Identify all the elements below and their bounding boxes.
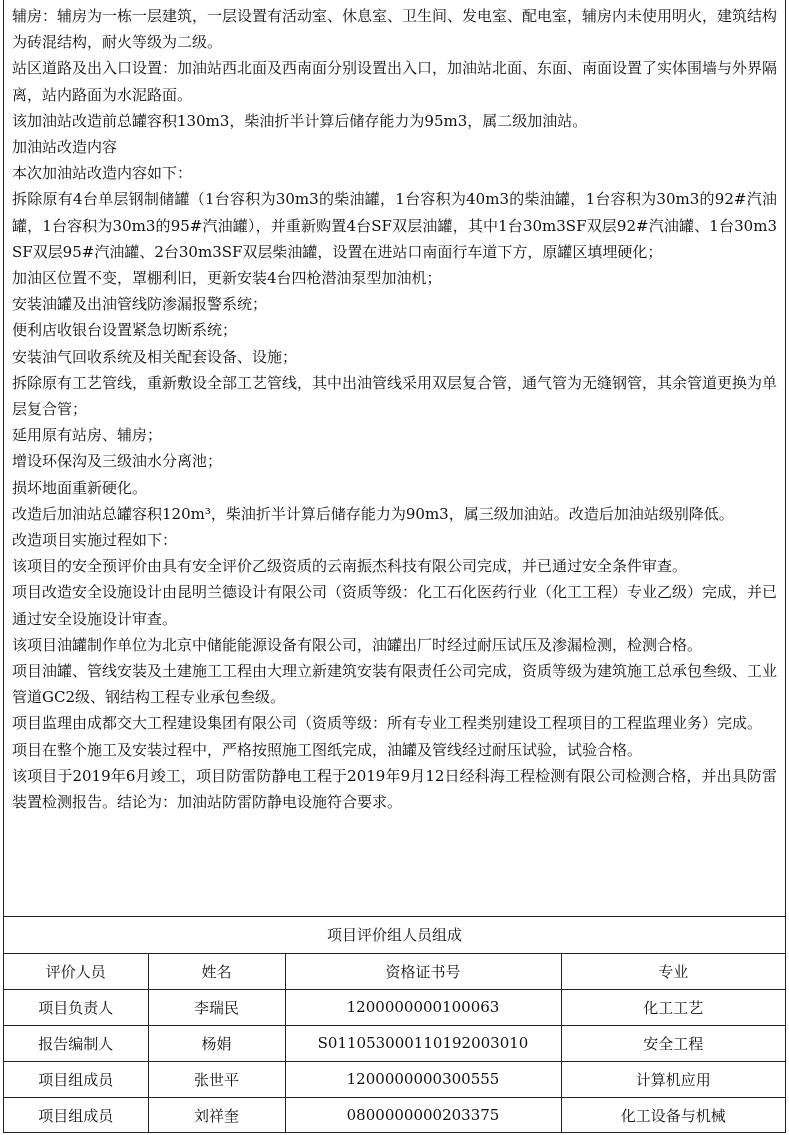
- paragraph-safety-design: 项目改造安全设施设计由昆明兰德设计有限公司（资质等级：化工石化医药行业（化工工程）专业乙级）完成，并已通过安全设施设计审查。: [12, 583, 778, 628]
- cell-certificate: 1200000000100063: [285, 989, 561, 1025]
- cell-role: 报告编制人: [4, 1025, 148, 1061]
- table-row: [4, 1025, 785, 1061]
- table-row: [4, 989, 785, 1025]
- body-text-section: [4, 0, 785, 917]
- paragraph-tank-replacement: 拆除原有4台单层钢制储罐（1台容积为30m3的柴油罐，1台容积为40m3的柴油罐，1台容积为30m3的92#汽油罐，1台容积为30m3的95#汽油罐），并重新购置4台SF双层油罐，其中1台30m3SF双层92#汽油罐、1台30m3SF双层95#汽油罐、2台30m3SF双层柴油罐，设置在进站口南面行车道下方，原罐区填埋硬化；: [12, 190, 777, 261]
- paragraph-dispensers: 加油区位置不变，罩棚利旧，更新安装4台四枪潜油泵型加油机；: [12, 269, 442, 288]
- table-header-row: [4, 953, 785, 989]
- paragraph-reuse-buildings: 延用原有站房、辅房；: [12, 426, 163, 445]
- cell-certificate: 1200000000300555: [285, 1061, 561, 1097]
- table-title-row: [4, 917, 785, 953]
- header-specialty: 专业: [561, 953, 785, 989]
- cell-name: 张世平: [148, 1061, 285, 1097]
- cell-name: 刘祥奎: [148, 1097, 285, 1133]
- paragraph-completion: 该项目于2019年6月竣工，项目防雷防静电工程于2019年9月12日经科海工程检测有限公司检测合格，并出具防雷装置检测报告。结论为：加油站防雷防静电设施符合要求。: [12, 766, 777, 812]
- paragraph-tank-manufacturer: 该项目油罐制作单位为北京中储能能源设备有限公司，油罐出厂时经过耐压试压及渗漏检测，检测合格。: [12, 635, 703, 654]
- cell-specialty: 化工工艺: [561, 989, 785, 1025]
- paragraph-pipelines: 拆除原有工艺管线，重新敷设全部工艺管线，其中出油管线采用双层复合管，通气管为无缝钢管，其余管道更换为单层复合管；: [12, 373, 778, 419]
- cell-specialty: 化工设备与机械: [561, 1097, 785, 1133]
- cell-role: 项目负责人: [4, 989, 148, 1025]
- table-row: [4, 1061, 785, 1097]
- cell-certificate: S011053000110192003010: [285, 1025, 561, 1061]
- paragraph-renovation-heading: 加油站改造内容: [12, 138, 118, 157]
- cell-certificate: 0800000000203375: [285, 1097, 561, 1133]
- paragraph-auxiliary-building: 辅房：辅房为一栋一层建筑，一层设置有活动室、休息室、卫生间、发电室、配电室，辅房内未使用明火，建筑结构为砖混结构，耐火等级为二级。: [12, 7, 778, 52]
- paragraph-vapor-recovery: 安装油气回收系统及相关配套设备、设施；: [12, 347, 298, 366]
- table-row: [4, 1097, 785, 1133]
- paragraph-before-capacity: 该加油站改造前总罐容积130m3，柴油折半计算后储存能力为95m3，属二级加油站。: [12, 111, 588, 130]
- paragraph-pressure-test: 项目在整个施工及安装过程中，严格按照施工图纸完成，油罐及管线经过耐压试验，试验合格。: [12, 740, 643, 759]
- paragraph-pre-evaluation: 该项目的安全预评价由具有安全评价乙级资质的云南振杰科技有限公司完成，并已通过安全条件审查。: [12, 557, 688, 576]
- cell-specialty: 计算机应用: [561, 1061, 785, 1097]
- cell-name: 杨娟: [148, 1025, 285, 1061]
- paragraph-ground: 损坏地面重新硬化。: [12, 478, 148, 497]
- cell-role: 项目组成员: [4, 1097, 148, 1133]
- header-name: 姓名: [148, 953, 285, 989]
- paragraph-roads-entrances: 站区道路及出入口设置：加油站西北面及西南面分别设置出入口，加油站北面、东面、南面设置了实体围墙与外界隔离，站内路面为水泥路面。: [12, 59, 778, 104]
- table-title: 项目评价组人员组成: [4, 917, 785, 953]
- paragraph-after-capacity: 改造后加油站总罐容积120m³，柴油折半计算后储存能力为90m3，属三级加油站。改造后加油站级别降低。: [12, 504, 734, 523]
- cell-specialty: 安全工程: [561, 1025, 785, 1061]
- header-role: 评价人员: [4, 953, 148, 989]
- paragraph-supervision: 项目监理由成都交大工程建设集团有限公司（资质等级：所有专业工程类别建设工程项目的工程监理业务）完成。: [12, 714, 763, 733]
- paragraph-construction: 项目油罐、管线安装及土建施工工程由大理立新建筑安装有限责任公司完成，资质等级为建筑施工总承包叁级、工业管道GC2级、钢结构工程专业承包叁级。: [12, 662, 778, 707]
- paragraph-renovation-intro: 本次加油站改造内容如下：: [12, 164, 193, 183]
- document-page: [3, 0, 786, 1133]
- paragraph-emergency-shutoff: 便利店收银台设置紧急切断系统；: [12, 321, 238, 340]
- paragraph-implementation-intro: 改造项目实施过程如下：: [12, 531, 178, 550]
- paragraph-leak-alarm: 安装油罐及出油管线防渗漏报警系统；: [12, 295, 268, 314]
- header-certificate: 资格证书号: [285, 953, 561, 989]
- cell-role: 项目组成员: [4, 1061, 148, 1097]
- cell-name: 李瑞民: [148, 989, 285, 1025]
- evaluation-team-table: [4, 917, 785, 1133]
- paragraph-separator: 增设环保沟及三级油水分离池；: [12, 452, 223, 471]
